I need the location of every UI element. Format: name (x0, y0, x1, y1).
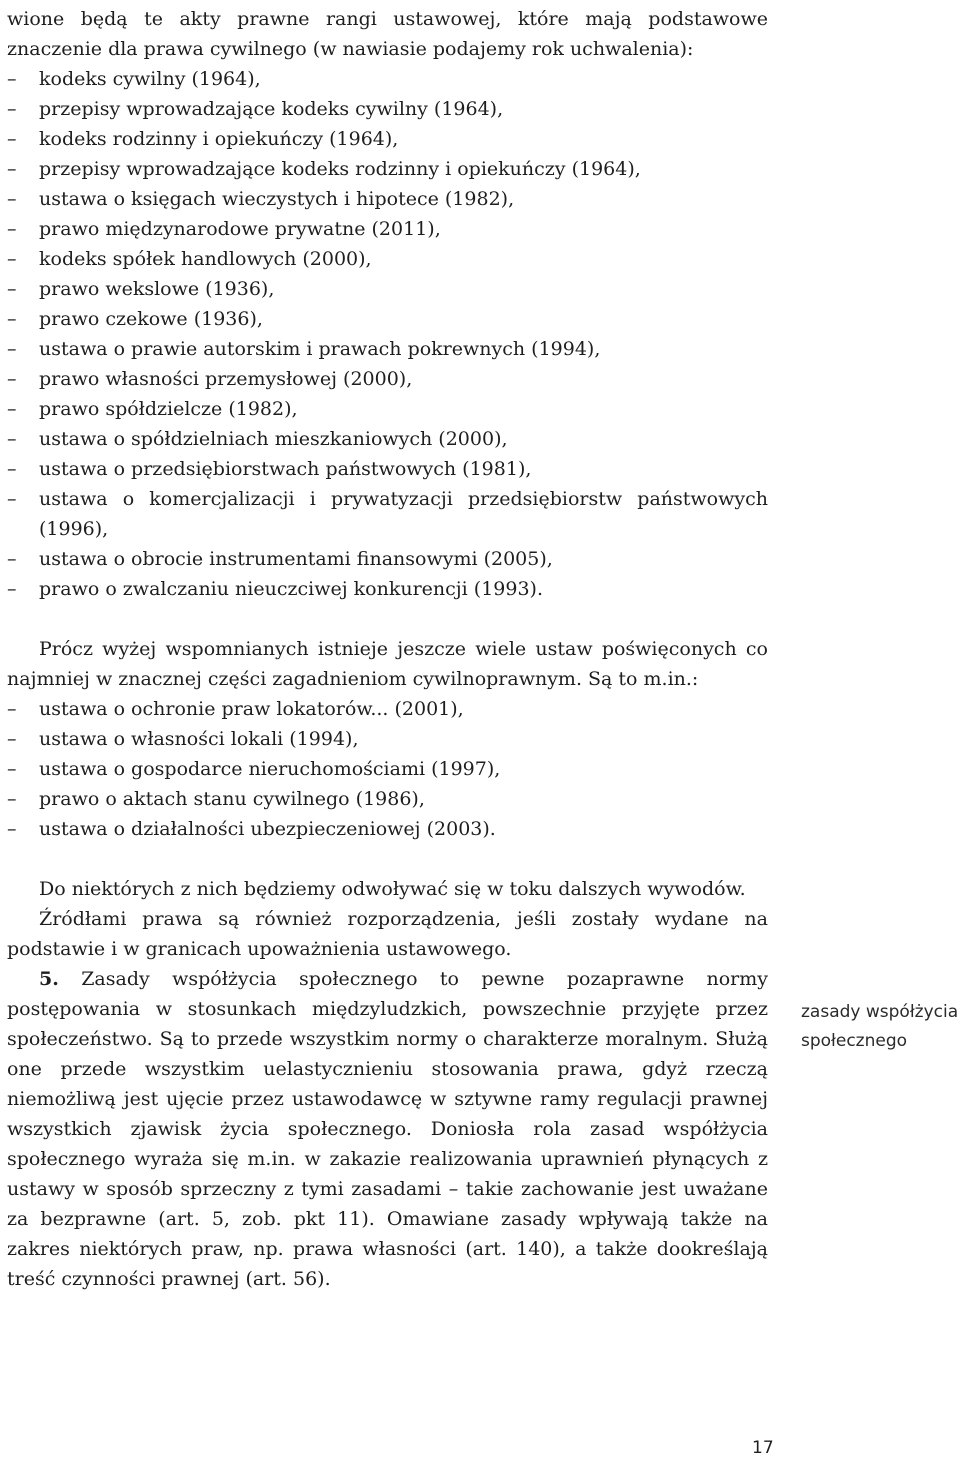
dash-bullet: – (7, 458, 17, 480)
dash-bullet: – (7, 428, 17, 450)
dash-bullet: – (7, 308, 17, 330)
section-5-text: Zasady współżycia społecznego to pewne pozaprawne normy postępowania w stosunkach międzyludzkich, powszechnie przyjęte przez społeczeństwo. Są to przede wszystkim normy o charakterze moralnym. Służą one przede wszystkim uelastycznieniu stosowania prawa, gdyż rzeczą niemożliwą jest ujęcie przez ustawodawcę w sztywne ramy regulacji prawnej wszystkich zjawisk życia społecznego. Doniosła rola zasad współżycia społecznego wyraża się m.in. w zakazie realizowania uprawnień płynących z ustawy w sposób sprzeczny z tymi zasadami – takie zachowanie jest uważane za bezprawne (art. 5, zob. pkt 11). Omawiane zasady wpływają także na zakres niektórych praw, np. prawa własności (art. 140), a także dookreślają treść czynności prawnej (art. 56). (7, 968, 768, 1290)
dash-bullet: – (7, 788, 17, 810)
dash-bullet: – (7, 578, 17, 600)
section-5-paragraph (7, 964, 768, 1294)
intro-paragraph: wione będą te akty prawne rangi ustawowej, które mają podstawowe znaczenie dla prawa cywilnego (w nawiasie podajemy rok uchwalenia): (7, 8, 768, 60)
list-item (7, 484, 768, 544)
list-item (7, 244, 768, 274)
list-item-text: przepisy wprowadzające kodeks rodzinny i opiekuńczy (1964), (39, 158, 641, 180)
list-item-text: prawo wekslowe (1936), (39, 278, 275, 300)
regulations-paragraph: Źródłami prawa są również rozporządzenia, jeśli zostały wydane na podstawie i w granicach upoważnienia ustawowego. (7, 908, 768, 960)
dash-bullet: – (7, 488, 17, 510)
dash-bullet: – (7, 128, 17, 150)
list-item-text: kodeks cywilny (1964), (39, 68, 261, 90)
list-item-text: przepisy wprowadzające kodeks cywilny (1964), (39, 98, 504, 120)
list-item (7, 364, 768, 394)
list-item (7, 724, 768, 754)
list-item (7, 754, 768, 784)
main-text-column (7, 4, 768, 1294)
list-item (7, 184, 768, 214)
list-item (7, 214, 768, 244)
list-item-text: prawo o zwalczaniu nieuczciwej konkurencji (1993). (39, 578, 544, 600)
list-item-text: ustawa o działalności ubezpieczeniowej (2003). (39, 818, 496, 840)
list-item (7, 814, 768, 844)
margin-note (801, 998, 960, 1056)
list-item-text: prawo czekowe (1936), (39, 308, 263, 330)
list-item-text: kodeks rodzinny i opiekuńczy (1964), (39, 128, 399, 150)
list-item (7, 94, 768, 124)
section-number: 5. (39, 968, 59, 990)
list-item (7, 454, 768, 484)
list-item (7, 694, 768, 724)
list-item (7, 424, 768, 454)
dash-bullet: – (7, 338, 17, 360)
dash-bullet: – (7, 218, 17, 240)
list-item (7, 544, 768, 574)
dash-bullet: – (7, 278, 17, 300)
list-item (7, 304, 768, 334)
dash-bullet: – (7, 368, 17, 390)
list-item-text: ustawa o gospodarce nieruchomościami (1997), (39, 758, 501, 780)
list-item-text: ustawa o księgach wieczystych i hipotece (1982), (39, 188, 515, 210)
list-item-text: ustawa o przedsiębiorstwach państwowych (1981), (39, 458, 532, 480)
list-item-text: ustawa o komercjalizacji i prywatyzacji przedsiębiorstw państwowych (1996), (39, 488, 768, 540)
reference-paragraph: Do niektórych z nich będziemy odwoływać się w toku dalszych wywodów. (39, 878, 746, 900)
list-item (7, 124, 768, 154)
dash-bullet: – (7, 98, 17, 120)
dash-bullet: – (7, 758, 17, 780)
list-item-text: ustawa o własności lokali (1994), (39, 728, 359, 750)
list-item-text: ustawa o spółdzielniach mieszkaniowych (2000), (39, 428, 508, 450)
list-item-text: prawo o aktach stanu cywilnego (1986), (39, 788, 425, 810)
list-item (7, 784, 768, 814)
dash-bullet: – (7, 818, 17, 840)
list-item (7, 394, 768, 424)
other-acts-paragraph: Prócz wyżej wspomnianych istnieje jeszcze wiele ustaw poświęconych co najmniej w znacznej części zagadnieniom cywilnoprawnym. Są to m.in.: (7, 638, 768, 690)
dash-bullet: – (7, 728, 17, 750)
list-item-text: ustawa o prawie autorskim i prawach pokrewnych (1994), (39, 338, 601, 360)
list-item-text: prawo międzynarodowe prywatne (2011), (39, 218, 441, 240)
dash-bullet: – (7, 698, 17, 720)
list-item (7, 274, 768, 304)
dash-bullet: – (7, 398, 17, 420)
list-item (7, 334, 768, 364)
list-item-text: ustawa o obrocie instrumentami finansowymi (2005), (39, 548, 553, 570)
list-item (7, 64, 768, 94)
list-item (7, 154, 768, 184)
dash-bullet: – (7, 68, 17, 90)
margin-note-line: społecznego (801, 1031, 908, 1051)
margin-note-line: zasady współżycia (801, 1002, 959, 1022)
list-item (7, 574, 768, 604)
list-item-text: ustawa o ochronie praw lokatorów... (2001), (39, 698, 464, 720)
list-item-text: prawo własności przemysłowej (2000), (39, 368, 413, 390)
page-number: 17 (752, 1438, 774, 1458)
dash-bullet: – (7, 548, 17, 570)
list-item-text: kodeks spółek handlowych (2000), (39, 248, 372, 270)
civil-law-acts-list (7, 64, 768, 604)
spacer (7, 844, 768, 874)
dash-bullet: – (7, 188, 17, 210)
spacer (7, 604, 768, 634)
dash-bullet: – (7, 248, 17, 270)
other-acts-list (7, 694, 768, 844)
dash-bullet: – (7, 158, 17, 180)
list-item-text: prawo spółdzielcze (1982), (39, 398, 298, 420)
